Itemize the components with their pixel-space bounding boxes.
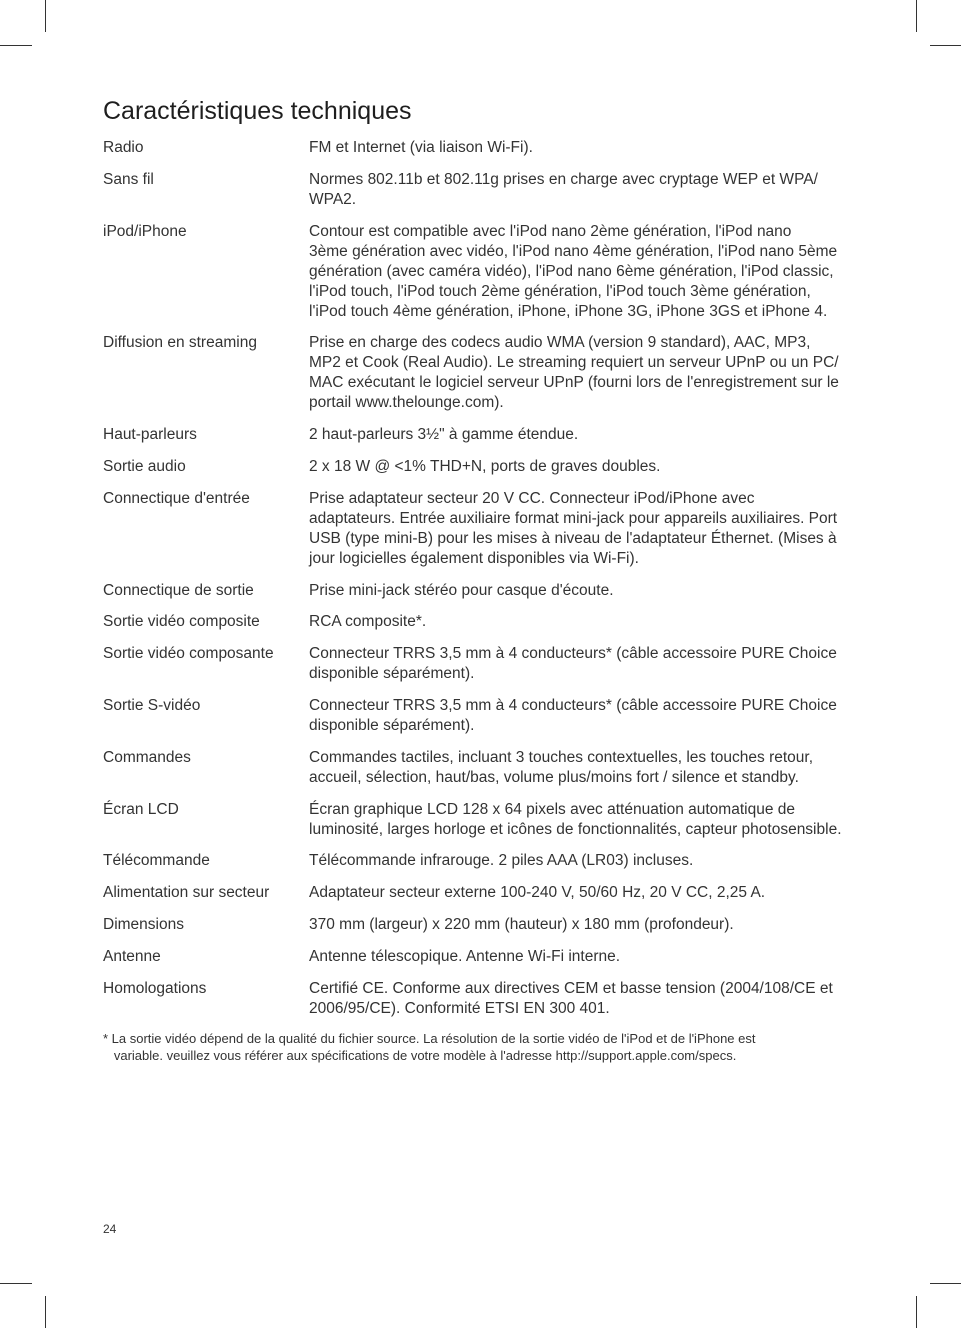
crop-mark	[916, 1296, 917, 1328]
spec-value	[309, 915, 734, 935]
footnote-line: variable. veuillez vous référer aux spécifications de votre modèle à l'adresse http://support.apple.com/specs.	[103, 1048, 737, 1063]
spec-label: Écran LCD	[103, 801, 179, 818]
spec-value-line: l'iPod touch 4ème génération, iPhone, iPhone 3G, iPhone 3GS et iPhone 4.	[309, 303, 828, 320]
spec-value-line: disponible séparément).	[309, 717, 475, 734]
spec-value-line: Prise en charge des codecs audio WMA (version 9 standard), AAC, MP3,	[309, 334, 811, 351]
spec-label: iPod/iPhone	[103, 223, 187, 240]
spec-value	[309, 333, 839, 413]
spec-value	[309, 800, 842, 840]
crop-mark	[930, 45, 961, 46]
spec-value	[309, 489, 837, 569]
page-title: Caractéristiques techniques	[103, 97, 412, 125]
spec-value-line: RCA composite*.	[309, 613, 427, 630]
spec-value	[309, 170, 818, 210]
spec-value	[309, 138, 533, 158]
spec-value-line: génération (avec caméra vidéo), l'iPod nano 6ème génération, l'iPod classic,	[309, 263, 834, 280]
spec-label: Homologations	[103, 980, 207, 997]
spec-value	[309, 644, 837, 684]
spec-value	[309, 222, 837, 322]
spec-value-line: accueil, sélection, haut/bas, volume plus/moins fort / silence et standby.	[309, 769, 799, 786]
spec-value-line: disponible séparément).	[309, 665, 475, 682]
spec-label: Télécommande	[103, 852, 210, 869]
spec-label: Sortie vidéo composante	[103, 645, 274, 662]
spec-value-line: Normes 802.11b et 802.11g prises en charge avec cryptage WEP et WPA/	[309, 171, 818, 188]
footnote-line: * La sortie vidéo dépend de la qualité du fichier source. La résolution de la sortie vidéo de l'iPod et de l'iPhone est	[103, 1031, 756, 1046]
spec-value-line: FM et Internet (via liaison Wi-Fi).	[309, 139, 533, 156]
spec-value-line: USB (type mini-B) pour les mises à niveau de l'adaptateur Éthernet. (Mises à	[309, 530, 837, 547]
spec-label: Alimentation sur secteur	[103, 884, 270, 901]
spec-value-line: 2 haut-parleurs 3½" à gamme étendue.	[309, 426, 579, 443]
spec-value	[309, 883, 765, 903]
spec-value-line: l'iPod touch, l'iPod touch 2ème génération, l'iPod touch 3ème génération,	[309, 283, 811, 300]
spec-value-line: WPA2.	[309, 191, 357, 208]
spec-label: Antenne	[103, 948, 161, 965]
crop-mark	[0, 1283, 32, 1284]
spec-value	[309, 581, 614, 601]
spec-value	[309, 979, 833, 1019]
spec-value-line: MAC exécutant le logiciel serveur UPnP (fourni lors de l'enregistrement sur le	[309, 374, 839, 391]
spec-value-line: 2006/95/CE). Conformité ETSI EN 300 401.	[309, 1000, 610, 1017]
spec-value	[309, 425, 578, 445]
spec-value-line: Prise mini-jack stéréo pour casque d'écoute.	[309, 582, 614, 599]
crop-mark	[0, 45, 32, 46]
spec-label: Dimensions	[103, 916, 184, 933]
spec-label: Sans fil	[103, 171, 154, 188]
spec-label: Haut-parleurs	[103, 426, 197, 443]
spec-label: Connectique de sortie	[103, 582, 254, 599]
spec-value-line: Certifié CE. Conforme aux directives CEM et basse tension (2004/108/CE et	[309, 980, 833, 997]
spec-label: Sortie S-vidéo	[103, 697, 201, 714]
spec-value-line: Antenne télescopique. Antenne Wi-Fi interne.	[309, 948, 621, 965]
spec-value	[309, 457, 660, 477]
spec-value	[309, 947, 620, 967]
spec-value-line: MP2 et Cook (Real Audio). Le streaming requiert un serveur UPnP ou un PC/	[309, 354, 839, 371]
spec-label: Connectique d'entrée	[103, 490, 250, 507]
spec-value-line: Écran graphique LCD 128 x 64 pixels avec atténuation automatique de	[309, 801, 795, 818]
spec-value-line: Connecteur TRRS 3,5 mm à 4 conducteurs* (câble accessoire PURE Choice	[309, 697, 837, 714]
spec-value	[309, 748, 813, 788]
crop-mark	[930, 1283, 961, 1284]
spec-value-line: adaptateurs. Entrée auxiliaire format mini-jack pour appareils auxiliaires. Port	[309, 510, 838, 527]
spec-value-line: Contour est compatible avec l'iPod nano 2ème génération, l'iPod nano	[309, 223, 792, 240]
spec-label: Commandes	[103, 749, 191, 766]
spec-label: Radio	[103, 139, 144, 156]
spec-value-line: 3ème génération avec vidéo, l'iPod nano 4ème génération, l'iPod nano 5ème	[309, 243, 838, 260]
spec-value-line: 2 x 18 W @ <1% THD+N, ports de graves doubles.	[309, 458, 661, 475]
spec-value-line: Adaptateur secteur externe 100-240 V, 50/60 Hz, 20 V CC, 2,25 A.	[309, 884, 766, 901]
spec-value-line: portail www.thelounge.com).	[309, 394, 504, 411]
spec-value-line: Connecteur TRRS 3,5 mm à 4 conducteurs* (câble accessoire PURE Choice	[309, 645, 837, 662]
spec-value	[309, 851, 693, 871]
crop-mark	[45, 1296, 46, 1328]
spec-value-line: Commandes tactiles, incluant 3 touches contextuelles, les touches retour,	[309, 749, 814, 766]
spec-label: Diffusion en streaming	[103, 334, 257, 351]
spec-value-line: jour logicielles également disponibles via Wi-Fi).	[309, 550, 639, 567]
spec-value-line: luminosité, larges horloge et icônes de fonctionnalités, capteur photosensible.	[309, 821, 842, 838]
spec-label: Sortie vidéo composite	[103, 613, 260, 630]
spec-value	[309, 612, 426, 632]
crop-mark	[45, 0, 46, 32]
crop-mark	[916, 0, 917, 32]
spec-value	[309, 696, 837, 736]
spec-value-line: Télécommande infrarouge. 2 piles AAA (LR03) incluses.	[309, 852, 694, 869]
page-number: 24	[103, 1222, 117, 1236]
spec-label: Sortie audio	[103, 458, 186, 475]
footnote	[103, 1030, 756, 1064]
spec-value-line: 370 mm (largeur) x 220 mm (hauteur) x 180 mm (profondeur).	[309, 916, 734, 933]
spec-value-line: Prise adaptateur secteur 20 V CC. Connecteur iPod/iPhone avec	[309, 490, 755, 507]
